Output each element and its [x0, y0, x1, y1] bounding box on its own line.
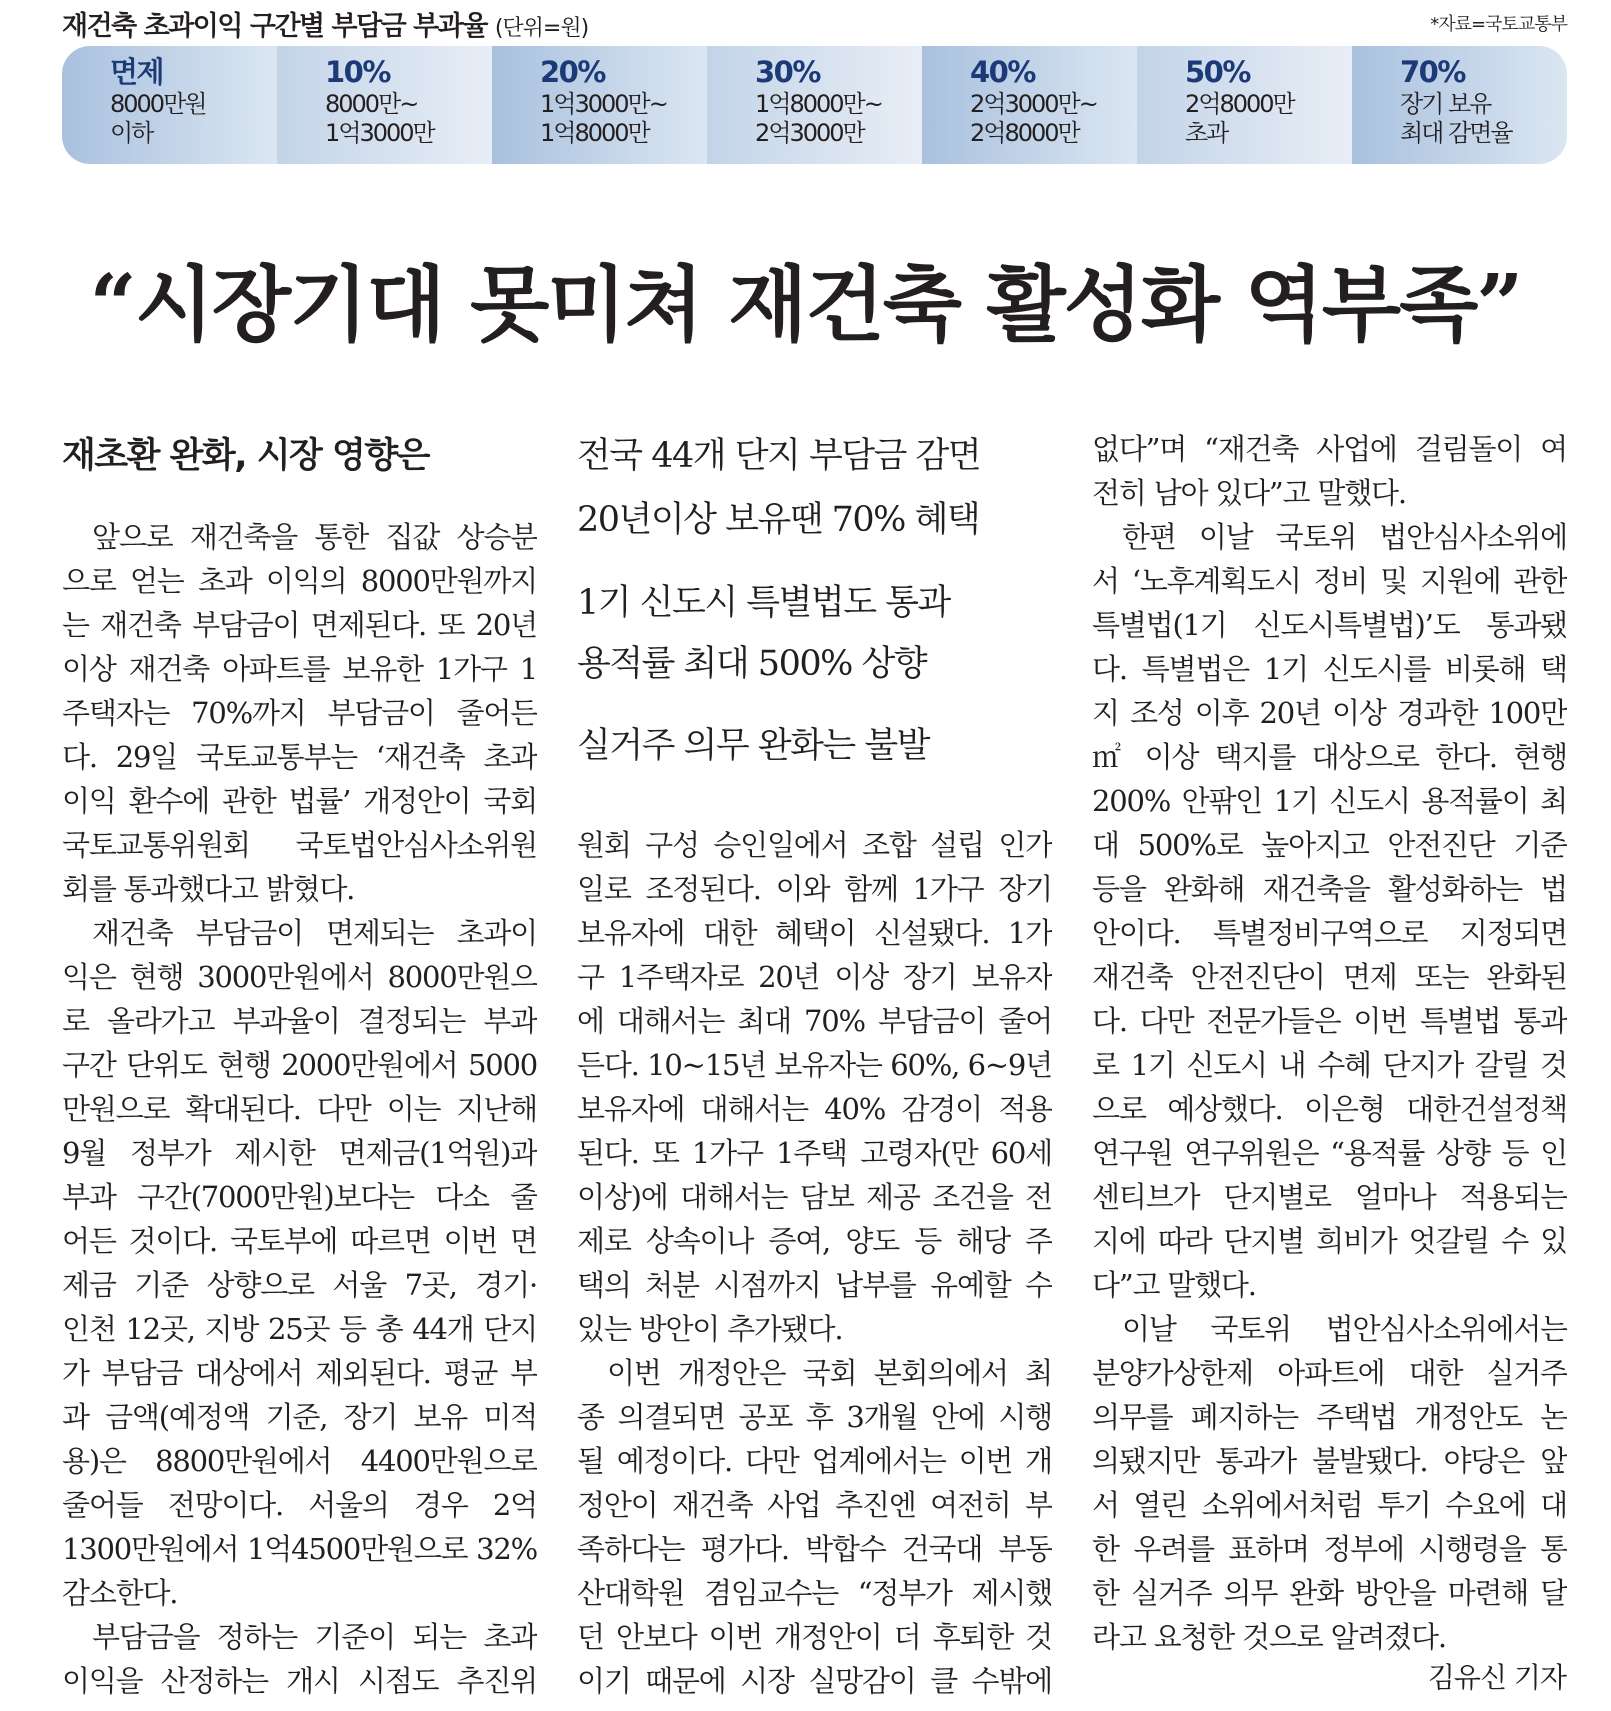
rate-range: 2억8000만	[1185, 90, 1294, 118]
article-line: 국토교통위원회 국토법안심사소위원	[62, 828, 537, 862]
article-line: 어든 것이다. 국토부에 따르면 이번 면	[62, 1224, 537, 1258]
article-line: 서 열린 소위에서처럼 투기 수요에 대	[1092, 1488, 1567, 1522]
subhead: 용적률 최대 500% 상향	[577, 644, 927, 684]
article-line: 등을 완화해 재건축을 활성화하는 법	[1092, 872, 1567, 906]
article-line: 정안이 재건축 사업 추진엔 여전히 부	[577, 1488, 1052, 1522]
article-line: 구간 단위도 현행 2000만원에서 5000	[62, 1048, 537, 1082]
article-line: 보유자에 대해서는 40% 감경이 적용	[577, 1092, 1052, 1126]
article-line: 주택자는 70%까지 부담금이 줄어든	[62, 696, 537, 730]
article-line: 특별법(1기 신도시특별법)’도 통과됐	[1092, 608, 1567, 642]
article-line: 부담금을 정하는 기준이 되는 초과	[92, 1620, 537, 1654]
article-line: 연구원 연구위원은 “용적률 상향 등 인	[1092, 1136, 1567, 1170]
article-line: 재건축 안전진단이 면제 또는 완화된	[1092, 960, 1567, 994]
rate-value: 30%	[755, 55, 820, 89]
article-line: 에 대해서는 최대 70% 부담금이 줄어	[577, 1004, 1052, 1038]
article-line: 든다. 10~15년 보유자는 60%, 6~9년	[577, 1048, 1052, 1082]
article-line: 앞으로 재건축을 통한 집값 상승분	[92, 520, 537, 554]
graphic-title	[62, 4, 588, 43]
article-line: 전히 남아 있다”고 말했다.	[1092, 476, 1406, 510]
article-line: 될 예정이다. 다만 업계에서는 이번 개	[577, 1444, 1052, 1478]
article-line: 용)은 8800만원에서 4400만원으로	[62, 1444, 537, 1478]
rate-value: 10%	[325, 55, 390, 89]
article-line: 지에 따라 단지별 희비가 엇갈릴 수 있	[1092, 1224, 1567, 1258]
article-line: 의됐지만 통과가 불발됐다. 야당은 앞	[1092, 1444, 1567, 1478]
subhead: 전국 44개 단지 부담금 감면	[577, 436, 981, 476]
article-column-3	[1092, 427, 1567, 1659]
byline: 김유신 기자	[1427, 1661, 1566, 1694]
article-line: 안이다. 특별정비구역으로 지정되면	[1092, 916, 1567, 950]
rate-range: 1억8000만	[540, 119, 649, 147]
subhead: 20년이상 보유땐 70% 혜택	[577, 500, 980, 540]
graphic-source: *자료=국토교통부	[1430, 14, 1567, 35]
article-line: 제로 상속이나 증여, 양도 등 해당 주	[577, 1224, 1052, 1258]
rate-value: 50%	[1185, 55, 1250, 89]
rate-value: 40%	[970, 55, 1035, 89]
article-line: 분양가상한제 아파트에 대한 실거주	[1092, 1356, 1567, 1390]
article-line: 산대학원 겸임교수는 “정부가 제시했	[577, 1576, 1052, 1610]
rate-cell	[62, 46, 277, 164]
article-line: 으로 얻는 초과 이익의 8000만원까지	[62, 564, 537, 598]
rate-range: 1억3000만	[325, 119, 434, 147]
article-line: 감소한다.	[62, 1576, 178, 1610]
article-line: 인천 12곳, 지방 25곳 등 총 44개 단지	[62, 1312, 537, 1346]
article-line: 이상 재건축 아파트를 보유한 1가구 1	[62, 652, 537, 686]
article-line: 된다. 또 1가구 1주택 고령자(만 60세	[577, 1136, 1052, 1170]
article-line: 줄어들 전망이다. 서울의 경우 2억	[62, 1488, 537, 1522]
article-line: 이번 개정안은 국회 본회의에서 최	[607, 1356, 1052, 1390]
rate-range: 8000만원	[110, 90, 206, 118]
article-line: 다. 29일 국토교통부는 ‘재건축 초과	[62, 740, 537, 774]
rate-range: 1억3000만~	[540, 90, 667, 118]
headline: “시장기대 못미쳐 재건축 활성화 역부족”	[89, 257, 1522, 353]
article-line: 없다”며 “재건축 사업에 걸림돌이 여	[1092, 432, 1567, 466]
graphic-title-text: 재건축 초과이익 구간별 부담금 부과율	[62, 11, 487, 42]
article-line: 원회 구성 승인일에서 조합 설립 인가	[577, 828, 1052, 862]
article-line: 회를 통과했다고 밝혔다.	[62, 872, 355, 906]
article-line: 200% 안팎인 1기 신도시 용적률이 최	[1092, 784, 1567, 818]
article-line: 대 500%로 높아지고 안전진단 기준	[1092, 828, 1567, 862]
rate-range: 최대 감면율	[1400, 119, 1512, 147]
subhead: 실거주 의무 완화는 불발	[577, 726, 929, 766]
article-line: 으로 예상했다. 이은형 대한건설정책	[1092, 1092, 1567, 1126]
article-line: 택의 처분 시점까지 납부를 유예할 수	[577, 1268, 1052, 1302]
article-line: 로 1기 신도시 내 수혜 단지가 갈릴 것	[1092, 1048, 1567, 1082]
article-line: 한편 이날 국토위 법안심사소위에	[1122, 520, 1567, 554]
rate-range: 장기 보유	[1400, 90, 1491, 118]
section-title: 재초환 완화, 시장 영향은	[62, 436, 429, 476]
article-line: 던 안보다 이번 개정안이 더 후퇴한 것	[577, 1620, 1052, 1654]
article-line: 라고 요청한 것으로 알려졌다.	[1092, 1620, 1446, 1654]
rate-value: 70%	[1400, 55, 1465, 89]
rate-cell	[277, 46, 492, 164]
rate-cell	[707, 46, 922, 164]
article-line: 의무를 폐지하는 주택법 개정안도 논	[1092, 1400, 1567, 1434]
graphic-unit: (단위=원)	[494, 16, 589, 41]
article-column-1	[62, 515, 537, 1703]
article-line: 1300만원에서 1억4500만원으로 32%	[62, 1532, 537, 1566]
article-line: 재건축 부담금이 면제되는 초과이	[92, 916, 537, 950]
rate-cell	[1352, 46, 1567, 164]
rate-range: 이하	[110, 119, 153, 147]
article-line: 구 1주택자로 20년 이상 장기 보유자	[577, 960, 1052, 994]
rate-range: 초과	[1185, 119, 1228, 147]
article-line: 과 금액(예정액 기준, 장기 보유 미적	[62, 1400, 537, 1434]
rate-range: 2억3000만	[755, 119, 864, 147]
article-line: 이기 때문에 시장 실망감이 클 수밖에	[577, 1664, 1052, 1698]
article-line: 이익 환수에 관한 법률’ 개정안이 국회	[62, 784, 537, 818]
rate-range: 8000만~	[325, 90, 418, 118]
rate-range: 1억8000만~	[755, 90, 882, 118]
article-line: 한 실거주 의무 완화 방안을 마련해 달	[1092, 1576, 1567, 1610]
article-line: 만원으로 확대된다. 다만 이는 지난해	[62, 1092, 537, 1126]
article-line: 센티브가 단지별로 얼마나 적용되는	[1092, 1180, 1567, 1214]
article-column-2	[577, 823, 1052, 1703]
article-line: 지 조성 이후 20년 이상 경과한 100만	[1092, 696, 1567, 730]
rate-cell	[922, 46, 1137, 164]
rate-range: 2억8000만	[970, 119, 1079, 147]
article-line: 서 ‘노후계획도시 정비 및 지원에 관한	[1092, 564, 1567, 598]
article-line: 한 우려를 표하며 정부에 시행령을 통	[1092, 1532, 1567, 1566]
article-line: 이날 국토위 법안심사소위에서는	[1122, 1312, 1567, 1346]
rate-value: 20%	[540, 55, 605, 89]
article-line: 보유자에 대한 혜택이 신설됐다. 1가	[577, 916, 1052, 950]
article-line: 가 부담금 대상에서 제외된다. 평균 부	[62, 1356, 537, 1390]
article-line: ㎡ 이상 택지를 대상으로 한다. 현행	[1092, 740, 1567, 774]
article-line: 익은 현행 3000만원에서 8000만원으	[62, 960, 537, 994]
article-line: 는 재건축 부담금이 면제된다. 또 20년	[62, 608, 537, 642]
article-line: 이상)에 대해서는 담보 제공 조건을 전	[577, 1180, 1052, 1214]
article-line: 있는 방안이 추가됐다.	[577, 1312, 843, 1346]
subhead: 1기 신도시 특별법도 통과	[577, 583, 950, 623]
article-line: 다. 특별법은 1기 신도시를 비롯해 택	[1092, 652, 1567, 686]
rate-cell	[1137, 46, 1352, 164]
article-line: 족하다는 평가다. 박합수 건국대 부동	[577, 1532, 1052, 1566]
article-line: 이익을 산정하는 개시 시점도 추진위	[62, 1664, 537, 1698]
article-line: 9월 정부가 제시한 면제금(1억원)과	[62, 1136, 537, 1170]
article-line: 부과 구간(7000만원)보다는 다소 줄	[62, 1180, 537, 1214]
article-line: 로 올라가고 부과율이 결정되는 부과	[62, 1004, 537, 1038]
rate-cell	[492, 46, 707, 164]
rate-value: 면제	[110, 55, 164, 89]
article-line: 제금 기준 상향으로 서울 7곳, 경기·	[62, 1268, 537, 1302]
article-line: 다. 다만 전문가들은 이번 특별법 통과	[1092, 1004, 1567, 1038]
article-line: 다”고 말했다.	[1092, 1268, 1256, 1302]
levy-rate-table	[62, 46, 1567, 164]
article-line: 종 의결되면 공포 후 3개월 안에 시행	[577, 1400, 1052, 1434]
article-line: 일로 조정된다. 이와 함께 1가구 장기	[577, 872, 1052, 906]
rate-range: 2억3000만~	[970, 90, 1097, 118]
